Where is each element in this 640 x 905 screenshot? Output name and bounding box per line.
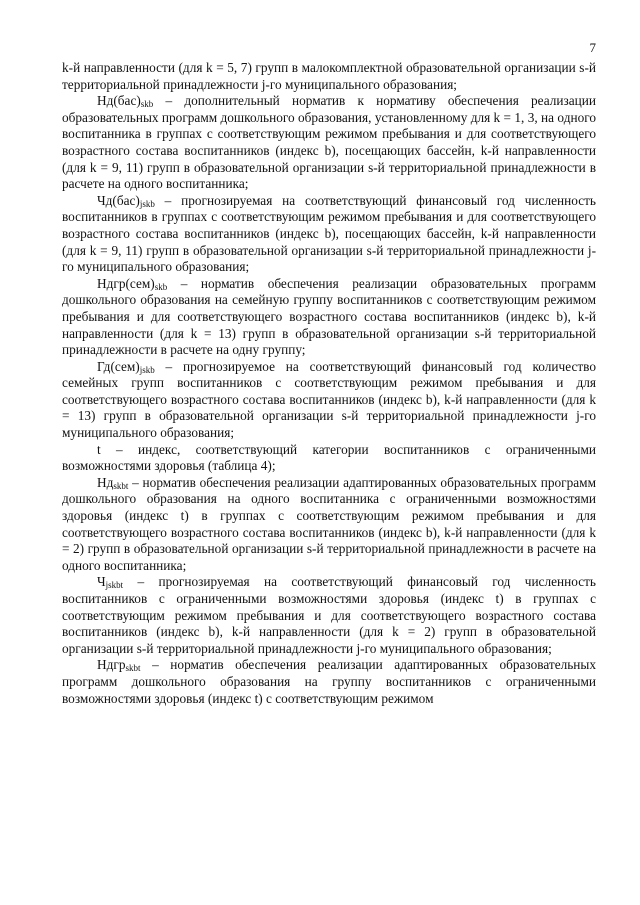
paragraph-5: $Гд(сем)_{jskb}$ – прогнозируемое на соответствующий финансовый год количество семейных групп воспитанников с соответствующим режимом пребывания и для соответствующего возрастного состава воспитанников (индекс b), k-й направленности (для k = 13) групп в образовательной организации s-й территориальной принадлежности j-го муниципального образования; (62, 358, 596, 441)
paragraph-3: $Чд(бас)_{jskb}$ – прогнозируемая на соответствующий финансовый год численность воспитанников в группах с соответствующим режимом пребывания и для соответствующего возрастного состава воспитанников (индекс b), посещающих бассейн, k-й направленности (для k = 9, 11) групп в образовательной организации s-й территориальной принадлежности j-го муниципального образования; (62, 192, 596, 275)
symbol: $Гд(сем)_{jskb}$ (97, 358, 155, 375)
symbol: $Нд(бас)_{skb}$ (97, 93, 154, 110)
paragraph-9: Ндгр$_{skbt}$ – норматив обеспечения реализации адаптированных образовательных программ дошкольного образования на группу воспитанников с ограниченными возможностями здоровья (индекс t) с соответствующим режимом (62, 657, 596, 706)
paragraph-6: t – индекс, соответствующий категории воспитанников с ограниченными возможностями здоровья (таблица 4); (62, 441, 596, 474)
symbol: Ндгр$_{skbt}$ (97, 657, 141, 674)
symbol: $Ндгр(сем)_{skb}$ (97, 275, 168, 292)
paragraph-8: $Ч_{jskbt}$ – прогнозируемая на соответствующий финансовый год численность воспитанников с ограниченными возможностями здоровья (индекс t) в группах с соответствующим режимом пребывания и для соответствующего возрастного состава воспитанников (индекс b), k-й направленности (для k = 2) групп в образовательной организации s-й территориальной принадлежности j-го муниципального образования; (62, 574, 596, 656)
symbol: $Ч_{jskbt}$ (97, 574, 124, 591)
document-body (62, 60, 596, 707)
paragraph-4: $Ндгр(сем)_{skb}$ – норматив обеспечения реализации образовательных программ дошкольного образования на семейную группу воспитанников с соответствующим режимом пребывания и для соответствующего возрастного состава воспитанников (индекс b), k-й направленности (для k = 13) групп в образовательной организации s-й территориальной принадлежности в расчете на одну группу; (62, 275, 596, 358)
symbol: t (97, 441, 101, 457)
paragraph-1: k-й направленности (для k = 5, 7) групп в малокомплектной образовательной организации s-й территориальной принадлежности j-го муниципального образования; (62, 60, 596, 92)
symbol: $Чд(бас)_{jskb}$ (97, 192, 155, 209)
paragraph-7: $Нд_{skbt}$ – норматив обеспечения реализации адаптированных образовательных программ дошкольного образования на одного воспитанника с ограниченными возможностями здоровья (индекс t) в группах с соответствующим режимом пребывания и для соответствующего возрастного состава воспитанников (индекс b), k-й направленности (для k = 2) групп в образовательной организации s-й территориальной принадлежности в расчете на одного воспитанника; (62, 474, 596, 573)
symbol: $Нд_{skbt}$ (97, 474, 129, 491)
paragraph-2: $Нд(бас)_{skb}$ – дополнительный норматив к нормативу обеспечения реализации образовательных программ дошкольного образования, установленному для k = 1, 3, на одного воспитанника в группах с соответствующим режимом пребывания и для соответствующего возрастного состава воспитанников (индекс b), посещающих бассейн, k-й направленности (для k = 9, 11) групп в образовательной организации s-й территориальной принадлежности в расчете на одного воспитанника; (62, 93, 596, 192)
page-number: 7 (589, 40, 596, 55)
